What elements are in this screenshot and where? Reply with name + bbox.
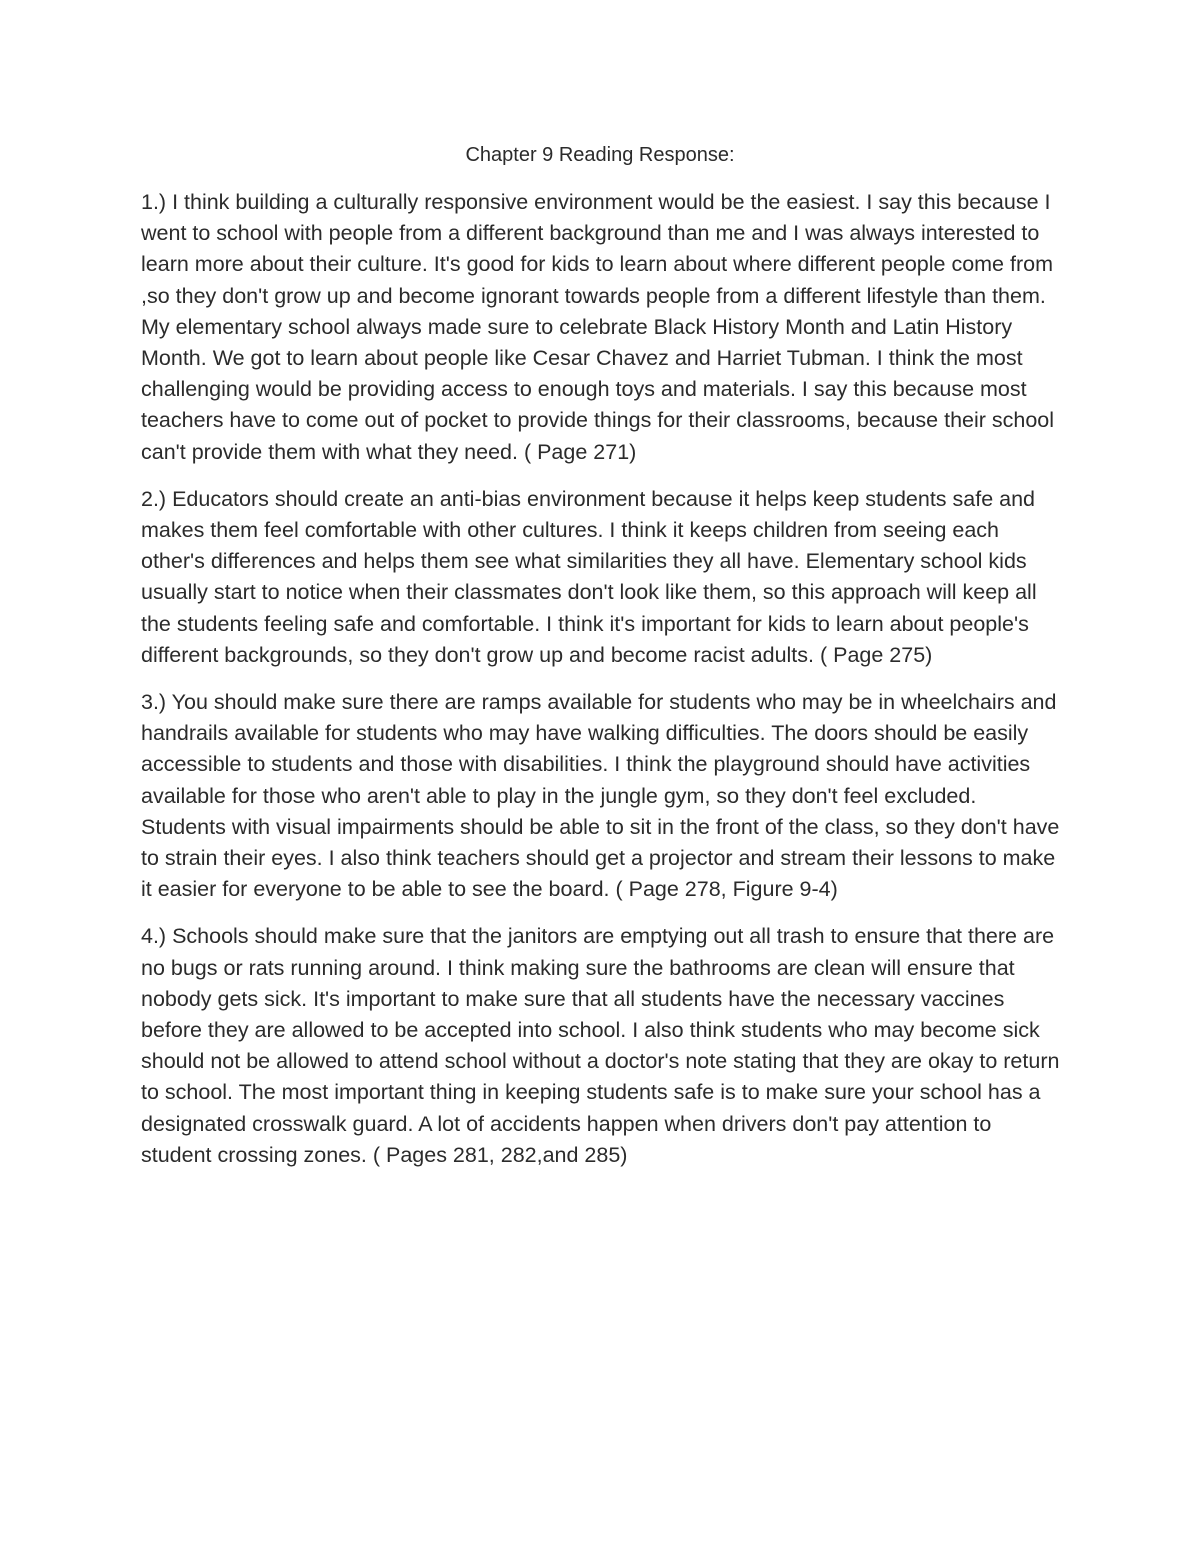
response-paragraph-2: 2.) Educators should create an anti-bias environment because it helps keep students safe and makes them feel comfortable with other cultures. I think it keeps children from seeing each other's differences and helps them see what similarities they all have. Elementary school kids usually start to notice when their classmates don't look like them, so this approach will keep all the students feeling safe and comfortable. I think it's important for kids to learn about people's different backgrounds, so they don't grow up and become racist adults. ( Page 275) — [141, 486, 1037, 667]
response-paragraph-4: 4.) Schools should make sure that the janitors are emptying out all trash to ensure that there are no bugs or rats running around. I think making sure the bathrooms are clean will ensure that nobody gets sick. It's important to make sure that all students have the necessary vaccines before they are allowed to be accepted into school. I also think students who may become sick should not be allowed to attend school without a doctor's note stating that they are okay to return to school. The most important thing in keeping students safe is to make sure your school has a designated crosswalk guard. A lot of accidents happen when drivers don't pay attention to student crossing zones. ( Pages 281, 282,and 285) — [141, 924, 1060, 1167]
response-paragraph-3: 3.) You should make sure there are ramps available for students who may be in wheelchairs and handrails available for students who may have walking difficulties. The doors should be easily accessible to students and those with disabilities. I think the playground should have activities available for those who aren't able to play in the jungle gym, so they don't feel excluded. Students with visual impairments should be able to sit in the front of the class, so they don't have to strain their eyes. I also think teachers should get a projector and stream their lessons to make it easier for everyone to be able to see the board. ( Page 278, Figure 9-4) — [141, 690, 1060, 902]
document-body — [141, 187, 1066, 1187]
response-paragraph-1: 1.) I think building a culturally responsive environment would be the easiest. I say this because I went to school with people from a different background than me and I was always interested to learn more about their culture. It's good for kids to learn about where different people come from ,so they don't grow up and become ignorant towards people from a different lifestyle than them. My elementary school always made sure to celebrate Black History Month and Latin History Month. We got to learn about people like Cesar Chavez and Harriet Tubman. I think the most challenging would be providing access to enough toys and materials. I say this because most teachers have to come out of pocket to provide things for their classrooms, because their school can't provide them with what they need. ( Page 271) — [141, 190, 1055, 464]
document-title: Chapter 9 Reading Response: — [465, 144, 735, 166]
